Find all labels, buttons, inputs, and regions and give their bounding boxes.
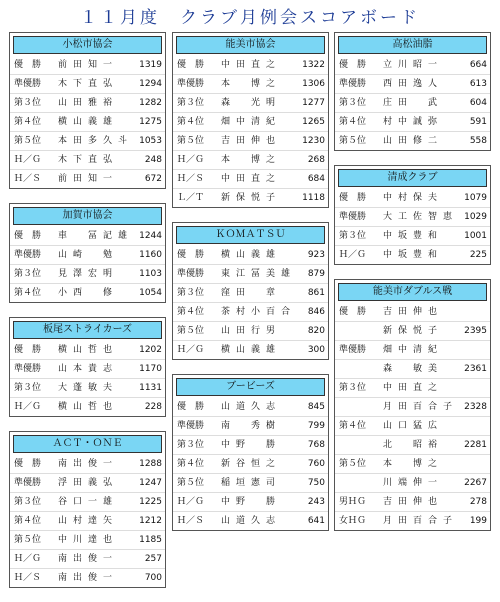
- club-name-header: ＫＯＭＡＴＳＵ: [176, 226, 325, 244]
- result-row: [173, 113, 328, 132]
- player-name: 南出俊一: [58, 573, 119, 583]
- result-row: [335, 436, 490, 455]
- club-name-header: 小松市協会: [13, 36, 162, 54]
- club-card: [334, 279, 491, 531]
- result-row: [335, 208, 490, 227]
- rank-label: 第３位: [177, 440, 205, 450]
- rank-label: 準優勝: [339, 212, 367, 222]
- club-card: [9, 32, 166, 189]
- player-name: 山道久志: [221, 402, 282, 412]
- rank-label: 第４位: [14, 288, 42, 298]
- result-row: [173, 265, 328, 284]
- result-row: [10, 170, 165, 188]
- rank-label: Ｈ／Ｇ: [177, 345, 205, 355]
- player-name: 庄田 武: [383, 98, 444, 108]
- result-row: [173, 417, 328, 436]
- rank-label: 第３位: [339, 383, 367, 393]
- result-row: [10, 360, 165, 379]
- result-row: [335, 379, 490, 398]
- score-value: 1322: [302, 60, 325, 70]
- player-name: 谷口一雄: [58, 497, 119, 507]
- rank-label: 第５位: [177, 326, 205, 336]
- result-row: [335, 189, 490, 208]
- score-value: 879: [307, 269, 325, 279]
- rank-label: 準優勝: [177, 269, 205, 279]
- rank-label: 優 勝: [339, 193, 367, 203]
- rank-label: 第４位: [14, 516, 42, 526]
- rank-label: 第３位: [14, 269, 42, 279]
- player-name: 新保悦子: [221, 193, 282, 203]
- rank-label: Ｈ／Ｓ: [177, 174, 205, 184]
- result-row: [335, 94, 490, 113]
- score-value: 2281: [464, 440, 487, 450]
- player-name: 川端伸一: [383, 478, 444, 488]
- player-name: 山田修二: [383, 136, 444, 146]
- player-name: 中川達也: [58, 535, 119, 545]
- result-row: [10, 56, 165, 75]
- player-name: 畑中清紀: [383, 345, 444, 355]
- rank-label: 準優勝: [14, 478, 42, 488]
- result-row: [10, 151, 165, 170]
- rank-label: 第４位: [177, 117, 205, 127]
- player-name: 中田直之: [383, 383, 444, 393]
- score-value: 1319: [139, 60, 162, 70]
- rank-label: Ｈ／Ｇ: [14, 554, 42, 564]
- rank-label: 第３位: [14, 383, 42, 393]
- club-name-header: 高松油脂: [338, 36, 487, 54]
- result-row: [335, 322, 490, 341]
- score-value: 1275: [139, 117, 162, 127]
- player-name: 吉田伸也: [221, 136, 282, 146]
- player-name: 車 冨記雄: [58, 231, 134, 241]
- rank-label: 準優勝: [177, 421, 205, 431]
- result-row: [10, 493, 165, 512]
- result-row: [335, 132, 490, 150]
- score-value: 1054: [139, 288, 162, 298]
- rank-label: 第５位: [339, 136, 367, 146]
- player-name: 小西 修: [58, 288, 119, 298]
- score-value: 1001: [464, 231, 487, 241]
- player-name: 山村達矢: [58, 516, 119, 526]
- score-value: 760: [307, 459, 325, 469]
- score-value: 923: [307, 250, 325, 260]
- result-row: [335, 303, 490, 322]
- result-row: [335, 398, 490, 417]
- rank-label: Ｈ／Ｇ: [339, 250, 367, 260]
- score-value: 845: [307, 402, 325, 412]
- player-name: 村中誠弥: [383, 117, 444, 127]
- player-name: 中野 勝: [221, 497, 282, 507]
- club-card: [172, 32, 329, 208]
- result-row: [10, 113, 165, 132]
- score-value: 1103: [139, 269, 162, 279]
- player-name: 前田知一: [58, 60, 119, 70]
- rank-label: Ｈ／Ｓ: [14, 174, 42, 184]
- result-row: [335, 56, 490, 75]
- rank-label: 第４位: [339, 117, 367, 127]
- page-title: １１月度 クラブ月例会スコアボード: [80, 8, 420, 28]
- score-value: 1053: [139, 136, 162, 146]
- rank-label: 優 勝: [14, 459, 42, 469]
- rank-label: Ｌ／Ｔ: [177, 193, 205, 203]
- rank-label: 女ＨＧ: [339, 516, 367, 526]
- result-row: [173, 436, 328, 455]
- result-row: [173, 455, 328, 474]
- result-row: [173, 75, 328, 94]
- score-value: 257: [144, 554, 162, 564]
- score-value: 248: [144, 155, 162, 165]
- player-name: 窪田 章: [221, 288, 282, 298]
- result-row: [10, 75, 165, 94]
- score-value: 604: [469, 98, 487, 108]
- score-value: 1288: [139, 459, 162, 469]
- club-card: [334, 165, 491, 265]
- score-value: 1306: [302, 79, 325, 89]
- player-name: 横山哲也: [58, 402, 119, 412]
- score-value: 1212: [139, 516, 162, 526]
- score-value: 1185: [139, 535, 162, 545]
- player-name: 南出俊一: [58, 459, 119, 469]
- player-name: 立川昭一: [383, 60, 444, 70]
- player-name: 山田雅裕: [58, 98, 119, 108]
- rank-label: 第４位: [339, 421, 367, 431]
- result-row: [173, 341, 328, 359]
- rank-label: 準優勝: [177, 79, 205, 89]
- rank-label: 優 勝: [177, 250, 205, 260]
- score-value: 861: [307, 288, 325, 298]
- rank-label: 準優勝: [339, 345, 367, 355]
- score-value: 1282: [139, 98, 162, 108]
- rank-label: 第５位: [14, 136, 42, 146]
- rank-label: 男ＨＧ: [339, 497, 367, 507]
- club-name-header: 能美市協会: [176, 36, 325, 54]
- score-value: 799: [307, 421, 325, 431]
- score-value: 1079: [464, 193, 487, 203]
- result-row: [335, 113, 490, 132]
- rank-label: 第３位: [339, 98, 367, 108]
- result-row: [10, 94, 165, 113]
- club-card: [9, 203, 166, 303]
- score-value: 228: [144, 402, 162, 412]
- rank-label: 優 勝: [14, 345, 42, 355]
- player-name: 森 敏美: [383, 364, 444, 374]
- result-row: [173, 56, 328, 75]
- result-row: [173, 493, 328, 512]
- player-name: 南出俊一: [58, 554, 119, 564]
- score-value: 2395: [464, 326, 487, 336]
- player-name: 新保悦子: [383, 326, 444, 336]
- result-row: [173, 512, 328, 530]
- player-name: 横山義雄: [58, 117, 119, 127]
- rank-label: 第４位: [177, 307, 205, 317]
- rank-label: 第４位: [177, 459, 205, 469]
- player-name: 稲垣憲司: [221, 478, 282, 488]
- club-name-header: 能美市ダブルス戦: [338, 283, 487, 301]
- result-row: [173, 189, 328, 207]
- club-name-header: 板尾ストライカーズ: [13, 321, 162, 339]
- score-value: 1230: [302, 136, 325, 146]
- result-row: [335, 75, 490, 94]
- rank-label: 準優勝: [14, 79, 42, 89]
- score-value: 672: [144, 174, 162, 184]
- result-row: [335, 417, 490, 436]
- player-name: 吉田伸也: [383, 497, 444, 507]
- rank-label: Ｈ／Ｇ: [14, 402, 42, 412]
- score-value: 700: [144, 573, 162, 583]
- player-name: 横山哲也: [58, 345, 119, 355]
- rank-label: Ｈ／Ｇ: [177, 497, 205, 507]
- rank-label: 第３位: [14, 497, 42, 507]
- result-row: [10, 398, 165, 416]
- result-row: [10, 132, 165, 151]
- player-name: 山本貴志: [58, 364, 119, 374]
- result-row: [173, 398, 328, 417]
- score-value: 1244: [139, 231, 162, 241]
- result-row: [335, 474, 490, 493]
- rank-label: 優 勝: [14, 231, 42, 241]
- result-row: [173, 246, 328, 265]
- result-row: [10, 531, 165, 550]
- score-value: 225: [469, 250, 487, 260]
- score-value: 558: [469, 136, 487, 146]
- result-row: [10, 265, 165, 284]
- player-name: 南 秀樹: [221, 421, 282, 431]
- player-name: 山道久志: [221, 516, 282, 526]
- score-value: 1265: [302, 117, 325, 127]
- rank-label: 準優勝: [339, 79, 367, 89]
- rank-label: 第５位: [14, 535, 42, 545]
- player-name: 山田行男: [221, 326, 282, 336]
- result-row: [335, 512, 490, 530]
- score-value: 300: [307, 345, 325, 355]
- rank-label: 優 勝: [177, 60, 205, 70]
- rank-label: 第３位: [177, 98, 205, 108]
- player-name: 本 博之: [221, 79, 282, 89]
- club-name-header: 加賀市協会: [13, 207, 162, 225]
- rank-label: 第３位: [177, 288, 205, 298]
- player-name: 中村保夫: [383, 193, 444, 203]
- result-row: [10, 474, 165, 493]
- score-value: 1029: [464, 212, 487, 222]
- result-row: [173, 170, 328, 189]
- result-row: [10, 284, 165, 302]
- result-row: [10, 455, 165, 474]
- result-row: [173, 132, 328, 151]
- score-value: 664: [469, 60, 487, 70]
- player-name: 山崎 勉: [58, 250, 119, 260]
- player-name: 木下直弘: [58, 79, 119, 89]
- result-row: [10, 341, 165, 360]
- result-row: [10, 379, 165, 398]
- score-value: 613: [469, 79, 487, 89]
- player-name: 山口猛広: [383, 421, 444, 431]
- result-row: [173, 474, 328, 493]
- player-name: 中坂豊和: [383, 250, 444, 260]
- player-name: 畑中清紀: [221, 117, 282, 127]
- score-value: 1202: [139, 345, 162, 355]
- rank-label: Ｈ／Ｇ: [177, 155, 205, 165]
- score-value: 1160: [139, 250, 162, 260]
- club-card: [172, 222, 329, 360]
- result-row: [335, 360, 490, 379]
- score-value: 591: [469, 117, 487, 127]
- scoreboard-column: [9, 32, 166, 602]
- player-name: 本田多久斗: [58, 136, 134, 146]
- score-value: 820: [307, 326, 325, 336]
- score-value: 278: [469, 497, 487, 507]
- player-name: 中田直之: [221, 60, 282, 70]
- club-card: [334, 32, 491, 151]
- score-value: 1170: [139, 364, 162, 374]
- player-name: 大蓬敏夫: [58, 383, 119, 393]
- rank-label: 第３位: [339, 231, 367, 241]
- score-value: 2328: [464, 402, 487, 412]
- score-value: 1277: [302, 98, 325, 108]
- scoreboard-column: [172, 32, 329, 545]
- player-name: 木下直弘: [58, 155, 119, 165]
- result-row: [173, 284, 328, 303]
- player-name: 森 光明: [221, 98, 282, 108]
- club-card: [9, 317, 166, 417]
- club-card: [172, 374, 329, 531]
- player-name: 東江冨美雄: [221, 269, 297, 279]
- player-name: 前田知一: [58, 174, 119, 184]
- player-name: 横山義雄: [221, 250, 282, 260]
- score-value: 684: [307, 174, 325, 184]
- player-name: 新谷恒之: [221, 459, 282, 469]
- score-value: 1294: [139, 79, 162, 89]
- club-name-header: ブービーズ: [176, 378, 325, 396]
- rank-label: 優 勝: [177, 402, 205, 412]
- club-name-header: 清成クラブ: [338, 169, 487, 187]
- player-name: 本 博之: [221, 155, 282, 165]
- player-name: 中野 勝: [221, 440, 282, 450]
- rank-label: 第３位: [14, 98, 42, 108]
- rank-label: 優 勝: [339, 60, 367, 70]
- rank-label: 準優勝: [14, 250, 42, 260]
- score-value: 199: [469, 516, 487, 526]
- result-row: [173, 151, 328, 170]
- score-value: 2267: [464, 478, 487, 488]
- rank-label: 準優勝: [14, 364, 42, 374]
- player-name: 本 博之: [383, 459, 444, 469]
- player-name: 月田百合子: [383, 402, 459, 412]
- result-row: [10, 550, 165, 569]
- score-value: 846: [307, 307, 325, 317]
- rank-label: Ｈ／Ｓ: [14, 573, 42, 583]
- score-value: 641: [307, 516, 325, 526]
- player-name: 中坂豊和: [383, 231, 444, 241]
- score-value: 1118: [302, 193, 325, 203]
- rank-label: 第５位: [339, 459, 367, 469]
- result-row: [335, 455, 490, 474]
- player-name: 西田逸人: [383, 79, 444, 89]
- score-value: 243: [307, 497, 325, 507]
- player-name: 北 昭裕: [383, 440, 444, 450]
- score-value: 750: [307, 478, 325, 488]
- scoreboard-column: [334, 32, 491, 545]
- result-row: [173, 94, 328, 113]
- rank-label: 第５位: [177, 136, 205, 146]
- club-card: [9, 431, 166, 588]
- result-row: [335, 227, 490, 246]
- player-name: 見澤宏明: [58, 269, 119, 279]
- result-row: [335, 341, 490, 360]
- club-name-header: ＡＣＴ・ＯＮＥ: [13, 435, 162, 453]
- player-name: 吉田伸也: [383, 307, 444, 317]
- result-row: [173, 322, 328, 341]
- rank-label: 優 勝: [14, 60, 42, 70]
- player-name: 大工佐智恵: [383, 212, 459, 222]
- score-value: 2361: [464, 364, 487, 374]
- result-row: [173, 303, 328, 322]
- score-value: 768: [307, 440, 325, 450]
- player-name: 横山義雄: [221, 345, 282, 355]
- result-row: [10, 569, 165, 587]
- rank-label: Ｈ／Ｇ: [14, 155, 42, 165]
- player-name: 浮田義弘: [58, 478, 119, 488]
- score-value: 1131: [139, 383, 162, 393]
- score-value: 1225: [139, 497, 162, 507]
- rank-label: Ｈ／Ｓ: [177, 516, 205, 526]
- score-value: 1247: [139, 478, 162, 488]
- result-row: [10, 246, 165, 265]
- score-value: 268: [307, 155, 325, 165]
- player-name: 茶村小百合: [221, 307, 297, 317]
- result-row: [10, 227, 165, 246]
- result-row: [10, 512, 165, 531]
- rank-label: 第５位: [177, 478, 205, 488]
- result-row: [335, 246, 490, 264]
- rank-label: 優 勝: [339, 307, 367, 317]
- player-name: 中田直之: [221, 174, 282, 184]
- rank-label: 第４位: [14, 117, 42, 127]
- result-row: [335, 493, 490, 512]
- player-name: 月田百合子: [383, 516, 459, 526]
